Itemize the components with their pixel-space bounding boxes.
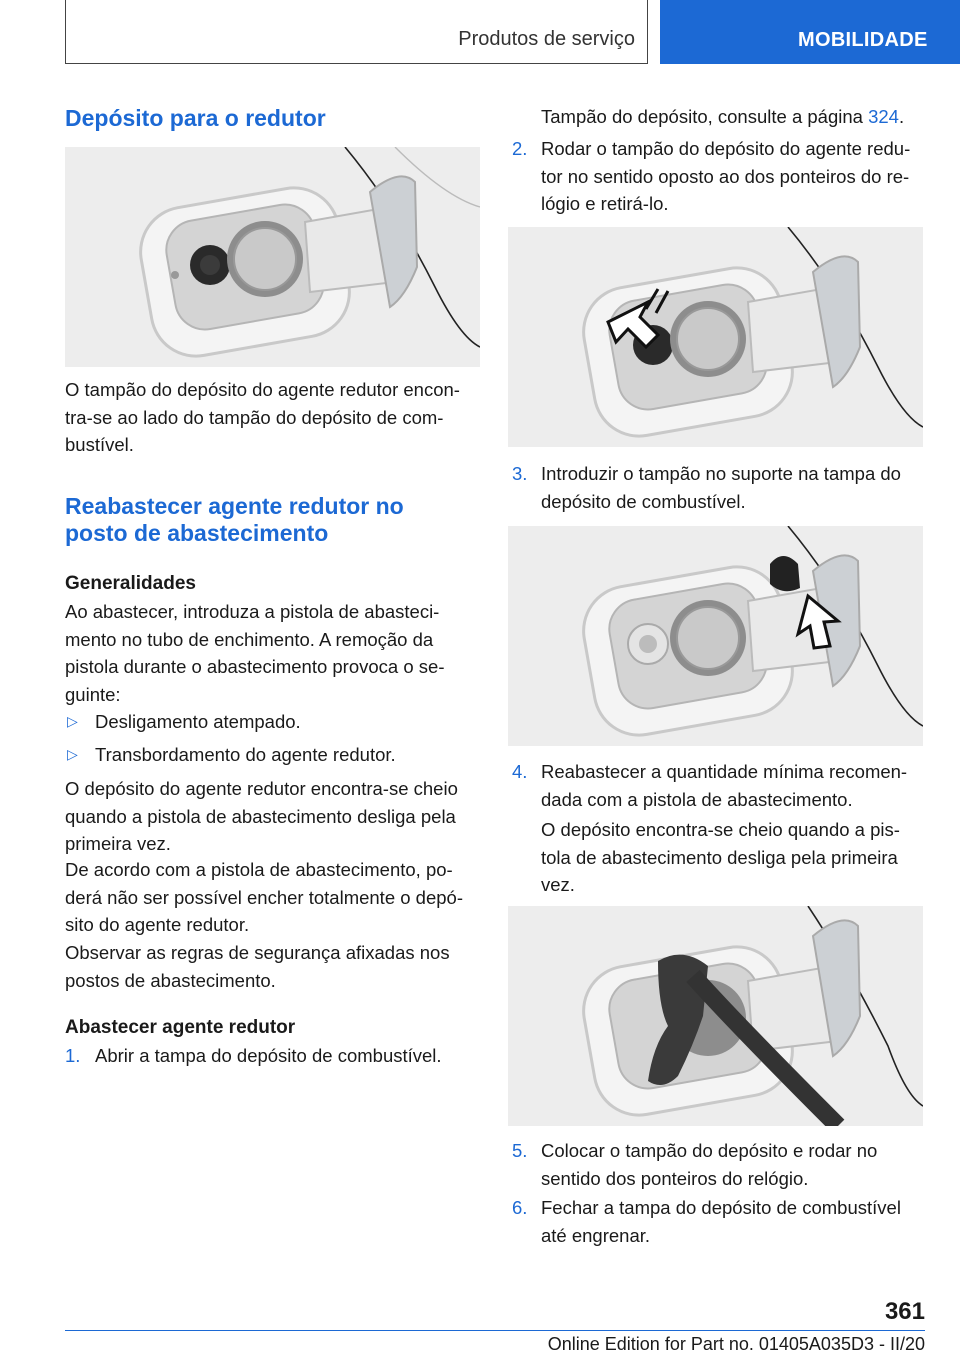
figure-cap-holder bbox=[508, 526, 923, 746]
step-number: 5. bbox=[512, 1140, 528, 1161]
step-4-note: O depósito encontra-se cheio quando a pis-tola de abastecimento desliga pela primeira vez. bbox=[541, 819, 900, 895]
bullet-item-shutoff: Desligamento atempado. bbox=[95, 711, 301, 732]
bullet-item-overflow: Transbordamento do agente redutor. bbox=[95, 744, 396, 765]
paragraph-general: Ao abastecer, introduza a pistola de abasteci-mento no tubo de enchimento. A remoção da pistola durante o abastecimento provoca o se-guinte: bbox=[65, 601, 445, 705]
section-title-refuel-line2: posto de abastecimento bbox=[65, 520, 329, 546]
header-chapter-label: MOBILIDADE bbox=[798, 29, 928, 51]
header-section-box bbox=[65, 0, 648, 64]
fuel-filler-illustration-1 bbox=[65, 147, 480, 367]
figure-tank-caps bbox=[65, 147, 480, 367]
section-title-refuel-line1: Reabastecer agente redutor no bbox=[65, 493, 404, 519]
footer-divider bbox=[65, 1330, 925, 1331]
fuel-filler-illustration-4 bbox=[508, 906, 923, 1126]
page-number: 361 bbox=[884, 1298, 925, 1325]
paragraph-safety: Observar as regras de segurança afixadas nos postos de abastecimento. bbox=[65, 942, 450, 991]
fuel-filler-illustration-2 bbox=[508, 227, 923, 447]
step-3-text: Introduzir o tampão no suporte na tampa do depósito de combustível. bbox=[541, 463, 901, 512]
bullet-icon: ▷ bbox=[67, 713, 78, 729]
footer-edition: Online Edition for Part no. 01405A035D3 - II/20 bbox=[547, 1334, 925, 1354]
header-section-label: Produtos de serviço bbox=[458, 28, 635, 50]
figure-refuel-nozzle bbox=[508, 906, 923, 1126]
step-number: 1. bbox=[65, 1045, 81, 1066]
step-number: 4. bbox=[512, 761, 528, 782]
step-4-text: Reabastecer a quantidade mínima recomen-dada com a pistola de abastecimento. bbox=[541, 761, 908, 810]
paragraph-tank-location: O tampão do depósito do agente redutor encon-tra-se ao lado do tampão do depósito de com-bustível. bbox=[65, 379, 460, 455]
step-5-text: Colocar o tampão do depósito e rodar no sentido dos ponteiros do relógio. bbox=[541, 1140, 878, 1189]
figure-remove-cap bbox=[508, 227, 923, 447]
header-chapter-tab[interactable] bbox=[660, 0, 960, 64]
step-number: 2. bbox=[512, 138, 528, 159]
step-number: 6. bbox=[512, 1197, 528, 1218]
step-number: 3. bbox=[512, 463, 528, 484]
paragraph-not-full: De acordo com a pistola de abastecimento, po-derá não ser possível encher totalmente o depó-sito do agente redutor. bbox=[65, 859, 463, 935]
step-1-text: Abrir a tampa do depósito de combustível. bbox=[95, 1045, 442, 1066]
bullet-icon: ▷ bbox=[67, 746, 78, 762]
section-title-reductant-tank: Depósito para o redutor bbox=[65, 105, 326, 131]
paragraph-tank-full: O depósito do agente redutor encontra-se cheio quando a pistola de abastecimento desliga pela primeira vez. bbox=[65, 778, 458, 854]
subheading-general: Generalidades bbox=[65, 573, 196, 594]
fuel-filler-illustration-3 bbox=[508, 526, 923, 746]
page-reference-link[interactable]: 324 bbox=[868, 106, 899, 127]
subheading-refuel-steps: Abastecer agente redutor bbox=[65, 1017, 296, 1038]
step-6-text: Fechar a tampa do depósito de combustível até engrenar. bbox=[541, 1197, 901, 1246]
step-2-text: Rodar o tampão do depósito do agente redu-tor no sentido oposto ao dos ponteiros do re-lógio e retirá-lo. bbox=[541, 138, 911, 214]
step-1-continuation: Tampão do depósito, consulte a página 324. bbox=[541, 106, 905, 127]
